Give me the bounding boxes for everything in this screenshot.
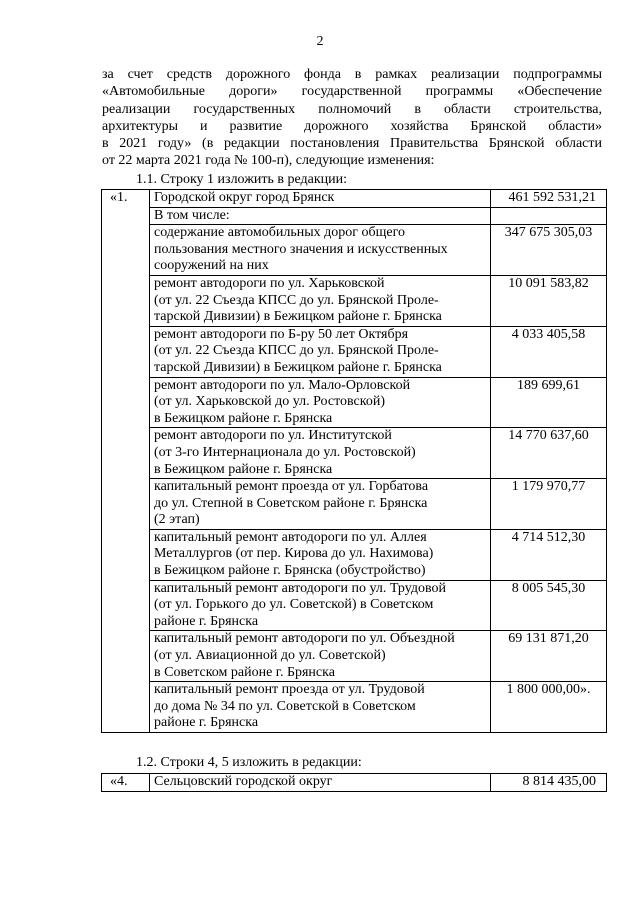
row-name-line: до ул. Степной в Советском районе г. Брянска xyxy=(154,495,428,511)
intro-line: за счет средств дорожного фонда в рамках реализации подпрограммы xyxy=(102,67,602,82)
table-row xyxy=(102,275,607,326)
table-row-4 xyxy=(101,773,607,792)
row-name xyxy=(150,580,491,631)
row-name-line: в Бежицком районе г. Брянска xyxy=(154,410,333,426)
row-name-line: сооружений на них xyxy=(154,258,269,274)
row-name xyxy=(150,377,491,428)
row-number: «4. xyxy=(102,774,150,792)
row-name-line: в Советском районе г. Брянска xyxy=(154,664,335,680)
row-name-line: капитальный ремонт автодороги по ул. Трудовой xyxy=(154,580,446,596)
row-name-line: Металлургов (от пер. Кирова до ул. Нахимова) xyxy=(154,546,434,562)
row-name xyxy=(150,428,491,479)
row-name xyxy=(150,682,491,733)
row-number: «1. xyxy=(102,190,150,733)
row-name-line: тарской Дивизии) в Бежицком районе г. Брянска xyxy=(154,359,442,375)
row-name-line: (от ул. 22 Съезда КПСС до ул. Брянской Проле- xyxy=(154,343,439,359)
table-row xyxy=(102,207,607,225)
table-row xyxy=(102,479,607,530)
row-name xyxy=(150,207,491,225)
row-value: 347 675 305,03 xyxy=(491,225,607,276)
row-value: 4 033 405,58 xyxy=(491,326,607,377)
table-row xyxy=(102,580,607,631)
row-value: 8 005 545,30 xyxy=(491,580,607,631)
row-name-line: капитальный ремонт проезда от ул. Трудовой xyxy=(154,682,425,698)
row-value: 14 770 637,60 xyxy=(491,428,607,479)
page-number: 2 xyxy=(316,34,324,49)
row-name-line: в Бежицком районе г. Брянска xyxy=(154,461,333,477)
row-name-line: до дома № 34 по ул. Советской в Советском xyxy=(154,698,416,714)
intro-line: от 22 марта 2021 года № 100-п), следующие изменения: xyxy=(102,153,435,169)
row-name xyxy=(150,631,491,682)
row-name-line: пользования местного значения и искусственных xyxy=(154,241,448,257)
table-row xyxy=(102,682,607,733)
row-value: 189 699,61 xyxy=(491,377,607,428)
intro-line: в 2021 году» (в редакции постановления Правительства Брянской области xyxy=(102,136,602,152)
row-name-line: ремонт автодороги по ул. Институтской xyxy=(154,428,392,444)
row-name-line: капитальный ремонт проезда от ул. Горбатова xyxy=(154,479,429,495)
intro-line: реализации государственных полномочий в области строительства, xyxy=(102,101,602,117)
row-value: 4 714 512,30 xyxy=(491,529,607,580)
row-value: 461 592 531,21 xyxy=(491,190,607,208)
table-row xyxy=(102,190,607,208)
table-row xyxy=(102,377,607,428)
row-name-line: В том числе: xyxy=(154,207,230,223)
row-name-line: капитальный ремонт автодороги по ул. Аллея xyxy=(154,529,427,545)
row-name-line: (2 этап) xyxy=(154,512,200,528)
table-row xyxy=(102,631,607,682)
row-name-line: (от ул. Горького до ул. Советской) в Советском xyxy=(154,597,434,613)
table-road-works-bryansk xyxy=(101,189,607,733)
row-name-line: ремонт автодороги по ул. Мало-Орловской xyxy=(154,377,411,393)
row-name-line: в Бежицком районе г. Брянска (обустройство) xyxy=(154,563,426,579)
row-name-line: ремонт автодороги по ул. Харьковской xyxy=(154,275,385,291)
row-value: 10 091 583,82 xyxy=(491,275,607,326)
table-row xyxy=(102,326,607,377)
row-name xyxy=(150,326,491,377)
row-name-line: районе г. Брянска xyxy=(154,613,259,629)
row-name xyxy=(150,190,491,208)
row-name-line: (от ул. Авиационной до ул. Советской) xyxy=(154,648,386,664)
row-name xyxy=(150,275,491,326)
table-body xyxy=(102,190,607,733)
row-value xyxy=(491,207,607,225)
row-name-line: тарской Дивизии) в Бежицком районе г. Брянска xyxy=(154,309,442,325)
row-name-line: (от ул. 22 Съезда КПСС до ул. Брянской Проле- xyxy=(154,292,439,308)
row-value: 1 179 970,77 xyxy=(491,479,607,530)
table-row xyxy=(102,225,607,276)
row-name-line: ремонт автодороги по Б-ру 50 лет Октября xyxy=(154,326,409,342)
row-name-line: капитальный ремонт автодороги по ул. Объездной xyxy=(154,631,455,647)
row-value: 69 131 871,20 xyxy=(491,631,607,682)
intro-line: «Автомобильные дороги» государственной программы «Обеспечение xyxy=(102,84,602,100)
row-name xyxy=(150,479,491,530)
table-row xyxy=(102,529,607,580)
table-row xyxy=(102,774,607,792)
table-row xyxy=(102,428,607,479)
row-name xyxy=(150,529,491,580)
row-value: 8 814 435,00 xyxy=(491,774,607,792)
row-name-line: районе г. Брянска xyxy=(154,715,259,731)
section-heading-1-1: 1.1. Строку 1 изложить в редакции: xyxy=(136,172,348,187)
row-value: 1 800 000,00». xyxy=(491,682,607,733)
intro-paragraph xyxy=(102,66,602,170)
row-name-line: содержание автомобильных дорог общего xyxy=(154,225,405,241)
row-name xyxy=(150,225,491,276)
section-heading-1-2: 1.2. Строки 4, 5 изложить в редакции: xyxy=(136,755,362,770)
row-name-line: (от ул. Харьковской до ул. Ростовской) xyxy=(154,394,386,410)
row-name-line: Городской округ город Брянск xyxy=(154,190,335,205)
intro-line: архитектуры и развитие дорожного хозяйства Брянской области» xyxy=(102,118,602,134)
row-name-line: (от 3-го Интернационала до ул. Ростовской) xyxy=(154,444,416,460)
row-name: Сельцовский городской округ xyxy=(150,774,491,792)
